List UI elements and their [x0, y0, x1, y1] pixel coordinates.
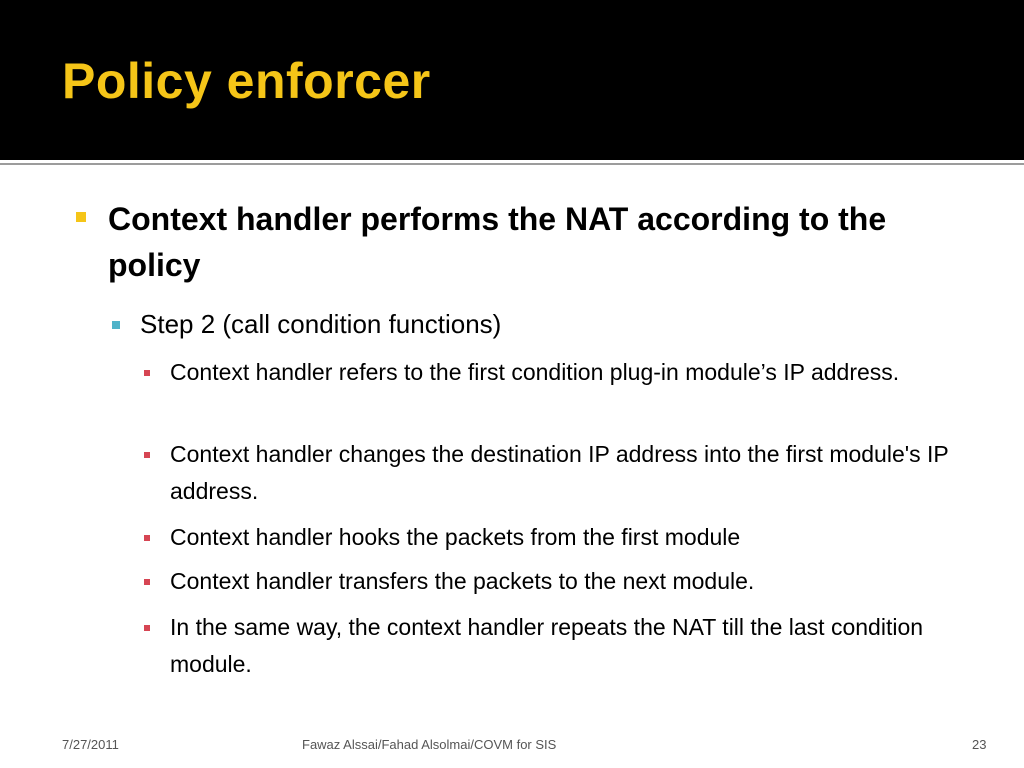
- bullet-level3: Context handler refers to the first condition plug-in module’s IP address.: [170, 359, 900, 385]
- bullet-level3: Context handler transfers the packets to the next module.: [170, 568, 755, 594]
- square-bullet-icon: [144, 452, 150, 458]
- square-bullet-icon: [144, 625, 150, 631]
- slide-title: Policy enforcer: [62, 53, 431, 109]
- square-bullet-icon: [144, 370, 150, 376]
- square-bullet-icon: [144, 535, 150, 541]
- square-bullet-icon: [144, 579, 150, 585]
- bullet-level1: Context handler performs the NAT according to the policy: [108, 201, 887, 283]
- bullet-level2: Step 2 (call condition functions): [140, 309, 502, 339]
- divider-gray: [0, 163, 1024, 165]
- footer-date: 7/27/2011: [62, 737, 119, 752]
- bullet-level3: In the same way, the context handler repeats the NAT till the last condition module.: [170, 614, 924, 677]
- bullet-level3: Context handler changes the destination IP address into the first module's IP address.: [170, 441, 949, 504]
- footer-authors: Fawaz Alssai/Fahad Alsolmai/COVM for SIS: [302, 737, 557, 752]
- title-bar: [0, 0, 1024, 160]
- page-number: 23: [972, 737, 987, 752]
- bullet-level3: Context handler hooks the packets from the first module: [170, 524, 741, 550]
- square-bullet-icon: [76, 212, 86, 222]
- square-bullet-icon: [112, 321, 120, 329]
